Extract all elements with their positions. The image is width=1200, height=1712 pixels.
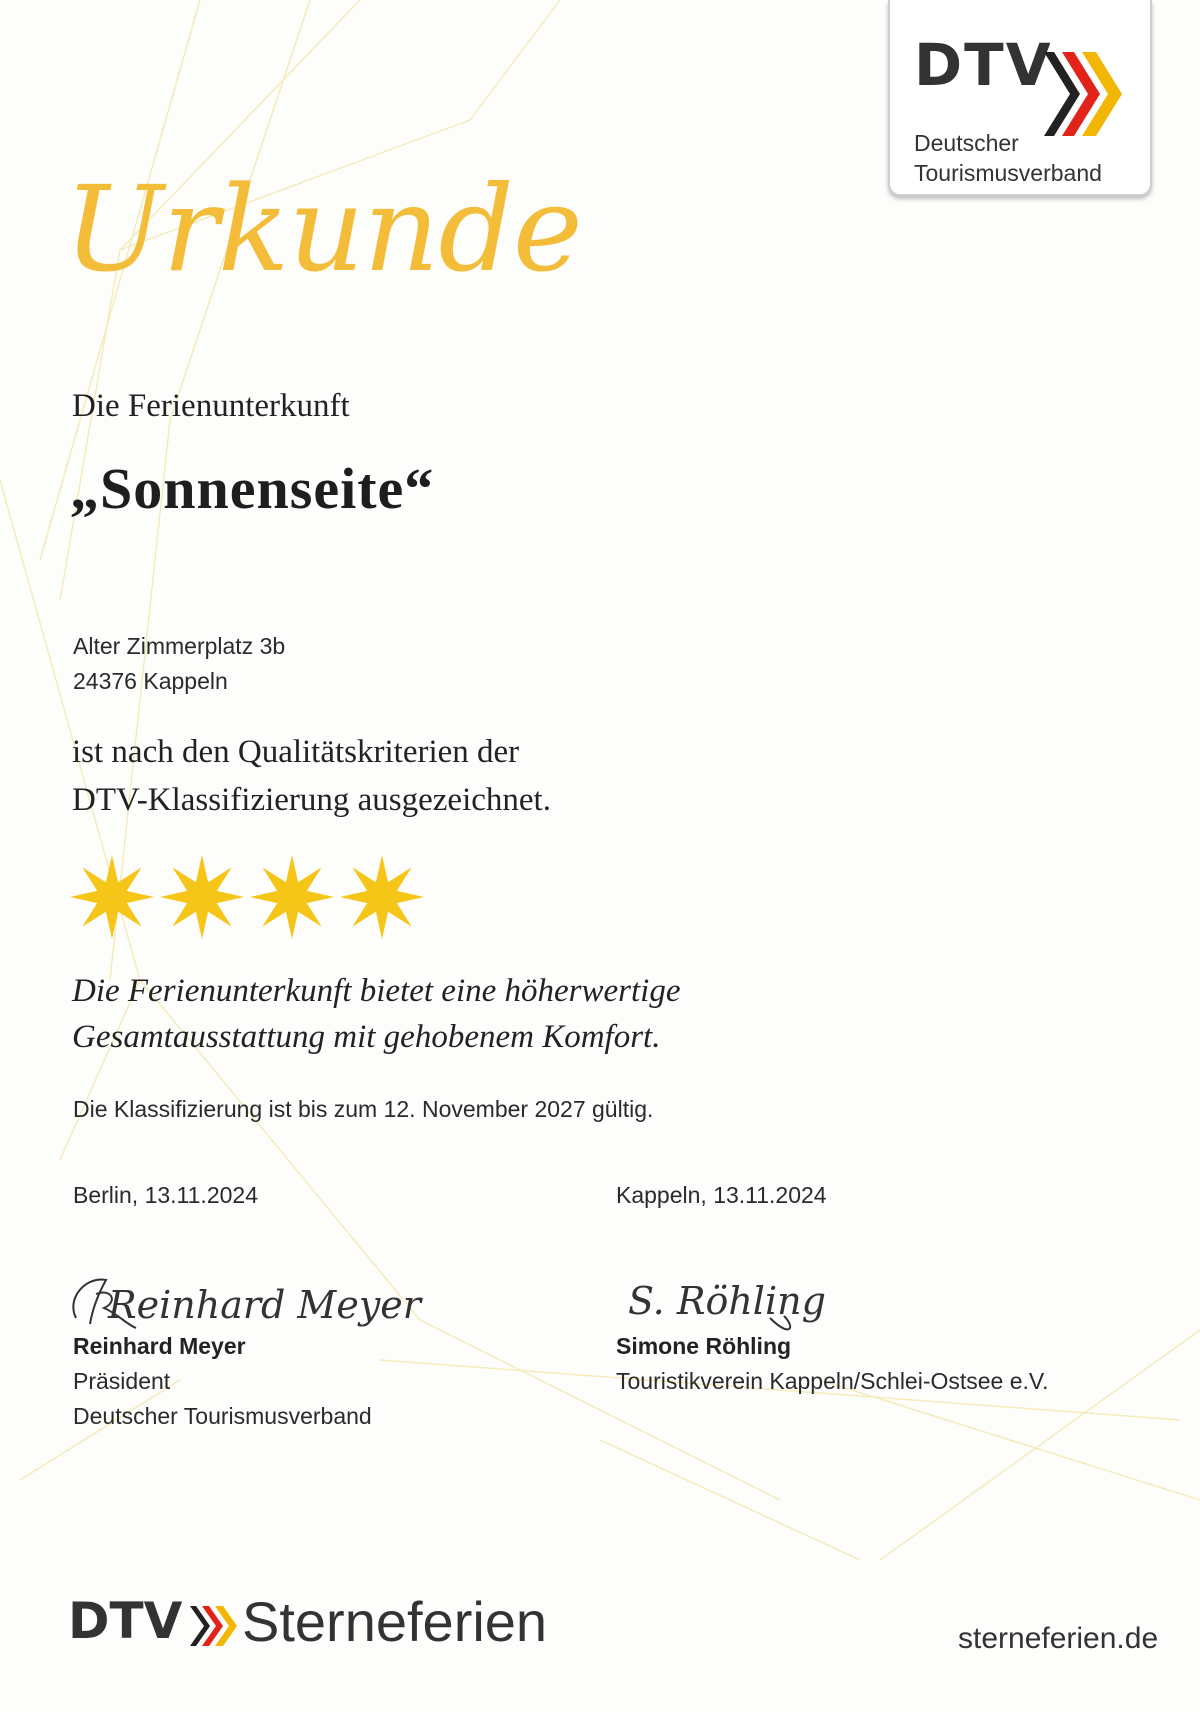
star-rating xyxy=(68,852,468,942)
left-signature-text: Reinhard Meyer xyxy=(108,1283,421,1327)
description-line1: Die Ferienunterkunft bietet eine höherwertige xyxy=(72,973,681,1009)
property-name: „Sonnenseite“ xyxy=(70,456,435,521)
footer-url[interactable]: sterneferien.de xyxy=(958,1622,1159,1655)
address-line2: 24376 Kappeln xyxy=(73,668,228,694)
logo-name-line2: Tourismusverband xyxy=(914,160,1102,186)
left-signature xyxy=(66,1258,421,1338)
right-signer-name: Simone Röhling xyxy=(616,1333,792,1359)
footer-brand-name: Sterneferien xyxy=(242,1590,548,1653)
criteria-line2: DTV-Klassifizierung ausgezeichnet. xyxy=(72,782,551,818)
criteria-line1: ist nach den Qualitätskriterien der xyxy=(72,734,520,770)
left-signer-org: Deutscher Tourismusverband xyxy=(73,1403,372,1429)
right-signature xyxy=(620,1258,900,1338)
logo-name-line1: Deutscher xyxy=(914,130,1019,156)
description-text xyxy=(72,968,681,1060)
criteria-text xyxy=(72,728,551,824)
left-signer-name: Reinhard Meyer xyxy=(73,1333,246,1359)
star-icon xyxy=(70,855,154,939)
dtv-logo xyxy=(888,0,1152,196)
validity-text: Die Klassifizierung ist bis zum 12. November 2027 gültig. xyxy=(73,1096,654,1122)
description-line2: Gesamtausstattung mit gehobenem Komfort. xyxy=(72,1019,661,1055)
footer-brand-abbr: DTV xyxy=(68,1592,183,1650)
address-line1: Alter Zimmerplatz 3b xyxy=(73,633,286,659)
certificate-title: Urkunde xyxy=(64,160,582,298)
star-icon xyxy=(160,855,244,939)
right-place-date: Kappeln, 13.11.2024 xyxy=(616,1182,827,1208)
right-signer-org: Touristikverein Kappeln/Schlei-Ostsee e.V. xyxy=(616,1368,1049,1394)
left-place-date: Berlin, 13.11.2024 xyxy=(73,1182,258,1208)
footer-chevrons-icon xyxy=(188,1600,242,1652)
left-signer-role: Präsident xyxy=(73,1368,171,1394)
star-icon xyxy=(250,855,334,939)
intro-text: Die Ferienunterkunft xyxy=(72,388,350,424)
right-signature-text: S. Röhling xyxy=(628,1279,826,1323)
logo-abbr: DTV xyxy=(914,31,1053,99)
star-icon xyxy=(340,855,424,939)
